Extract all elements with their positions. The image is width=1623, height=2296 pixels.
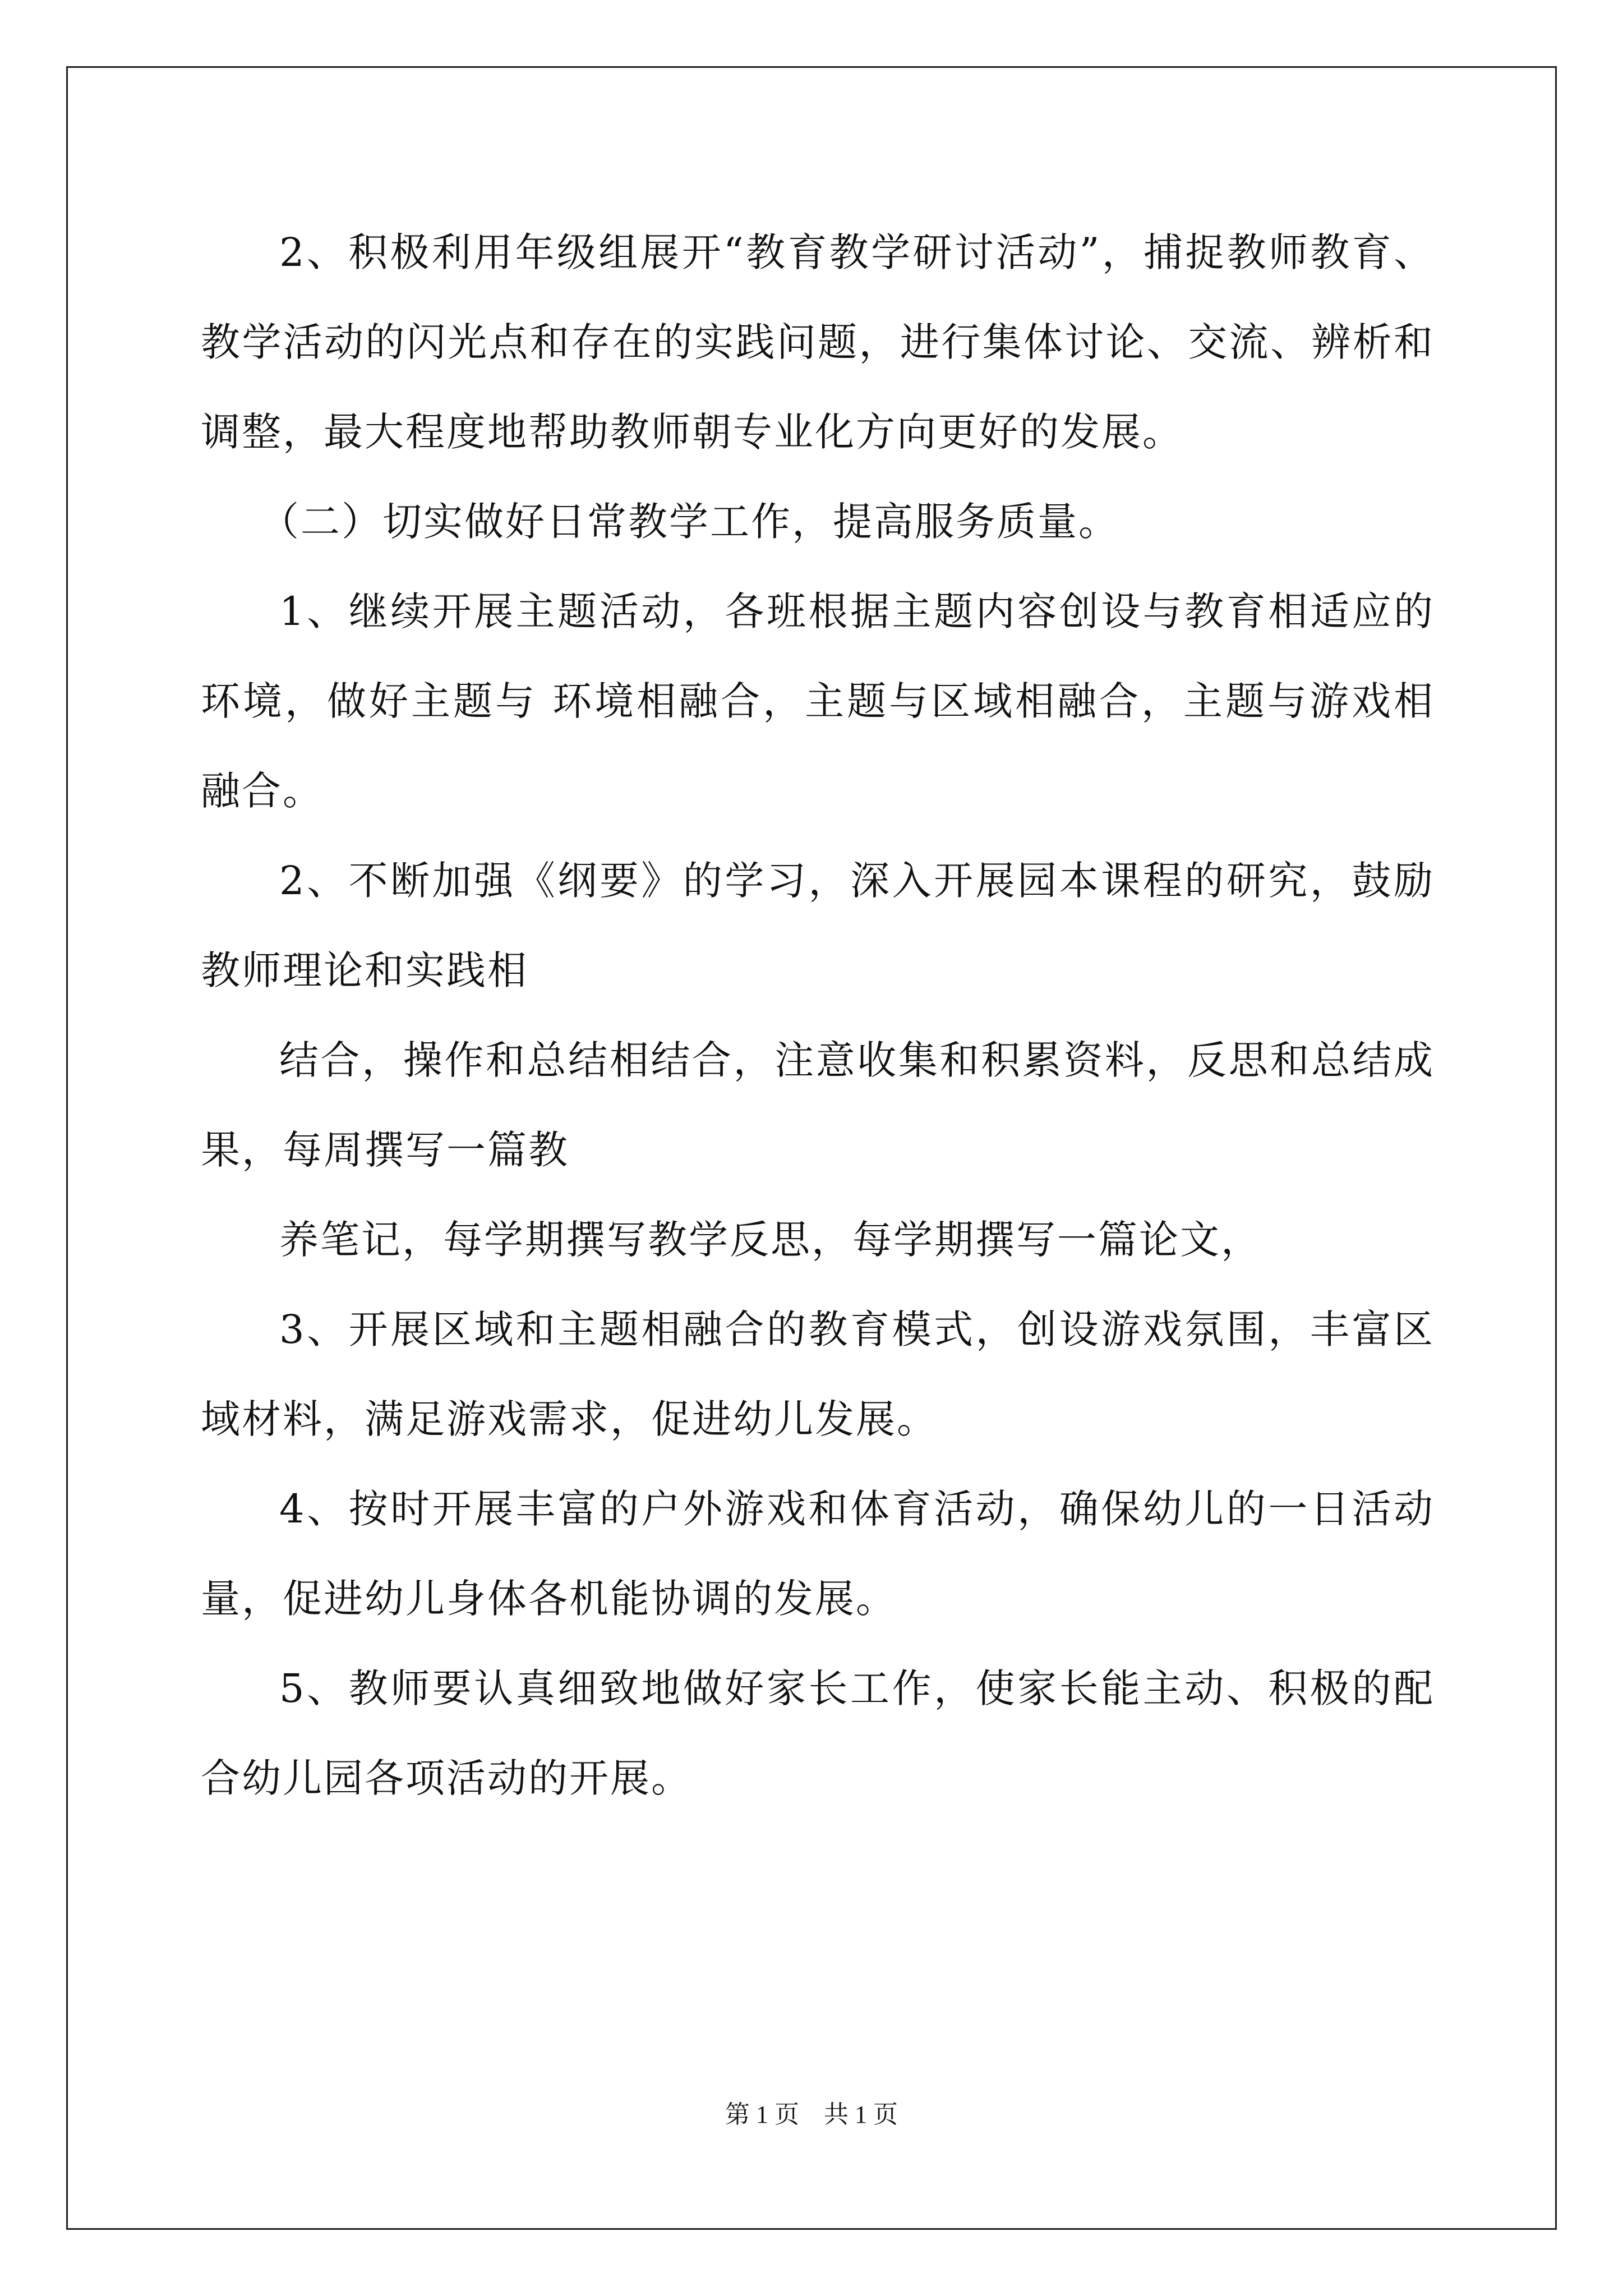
paragraph-outline-study: 2、不断加强《纲要》的学习，深入开展园本课程的研究，鼓励教师理论和实践相 [201, 858, 1435, 993]
paragraph-notes-reflection: 养笔记，每学期撰写教学反思，每学期撰写一篇论文， [279, 1217, 1262, 1263]
page-footer [0, 2098, 1623, 2132]
document-body [201, 208, 1435, 1823]
paragraph-area-theme-model: 3、开展区域和主题相融合的教育模式，创设游戏氛围，丰富区域材料，满足游戏需求，促进幼儿发展。 [201, 1306, 1435, 1442]
paragraph-teaching-seminar: 2、积极利用年级组展开“教育教学研讨活动”，捕捉教师教育、教学活动的闪光点和存在的实践问题，进行集体讨论、交流、辨析和调整，最大程度地帮助教师朝专业化方向更好的发展。 [201, 229, 1435, 455]
paragraph-theme-activities: 1、继续开展主题活动，各班根据主题内容创设与教育相适应的环境，做好主题与 环境相融合，主题与区域相融合，主题与游戏相融合。 [201, 588, 1435, 814]
paragraph-parent-work: 5、教师要认真细致地做好家长工作，使家长能主动、积极的配合幼儿园各项活动的开展。 [201, 1665, 1435, 1801]
paragraph-theory-practice: 结合，操作和总结相结合，注意收集和积累资料，反思和总结成果，每周撰写一篇教 [201, 1037, 1435, 1173]
paragraph-outdoor-activities: 4、按时开展丰富的户外游戏和体育活动，确保幼儿的一日活动量，促进幼儿身体各机能协调的发展。 [201, 1486, 1435, 1622]
page-number-label: 第 1 页 共 1 页 [725, 2101, 898, 2128]
section-heading-daily-teaching: （二）切实做好日常教学工作，提高服务质量。 [260, 499, 1119, 545]
